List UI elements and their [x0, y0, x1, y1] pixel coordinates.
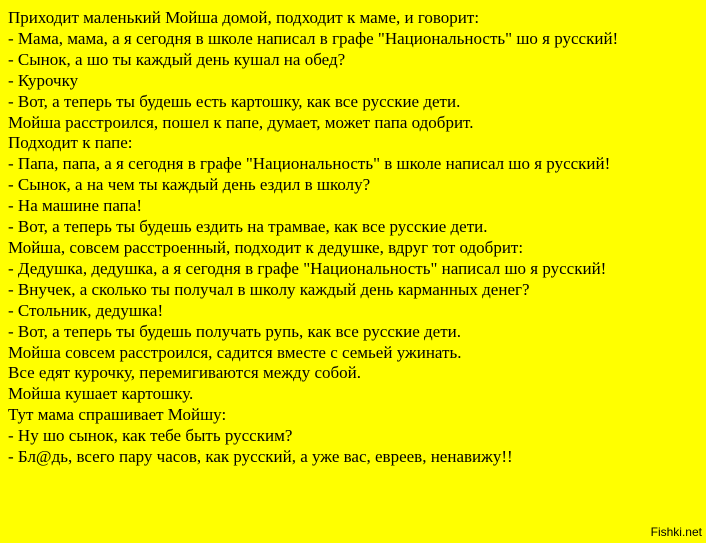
text-line: Приходит маленький Мойша домой, подходит к маме, и говорит:	[8, 8, 480, 27]
text-line: Мойша расстроился, пошел к папе, думает, может папа одобрит.	[8, 112, 474, 132]
text-line: Мойша кушает картошку.	[8, 384, 194, 404]
text-line: - Вот, а теперь ты будешь получать рупь, как все русские дети.	[8, 321, 462, 341]
text-line: - Стольник, дедушка!	[8, 300, 164, 320]
text-line: Все едят курочку, перемигиваются между собой.	[8, 363, 361, 383]
text-line: - Мама, мама, а я сегодня в школе написал в графе "Национальность" шо я русский!	[8, 28, 619, 48]
watermark: Fishki.net	[650, 525, 702, 539]
text-line: Мойша совсем расстроился, садится вместе с семьей ужинать.	[8, 342, 462, 362]
text-line: - Курочку	[8, 70, 79, 90]
text-line: Тут мама спрашивает Мойшу:	[8, 405, 227, 425]
text-line: - Внучек, а сколько ты получал в школу каждый день карманных денег?	[8, 279, 530, 299]
text-line: Мойша, совсем расстроенный, подходит к дедушке, вдруг тот одобрит:	[8, 237, 524, 257]
text-line: - Вот, а теперь ты будешь есть картошку, как все русские дети.	[8, 91, 461, 111]
text-line: - Дедушка, дедушка, а я сегодня в графе "Национальность" написал шо я русский!	[8, 258, 607, 278]
text-line: - Сынок, а на чем ты каждый день ездил в школу?	[8, 175, 371, 195]
text-line: - Сынок, а шо ты каждый день кушал на обед?	[8, 49, 346, 69]
text-line: - Папа, папа, а я сегодня в графе "Национальность" в школе написал шо я русский!	[8, 154, 611, 174]
text-line: - Вот, а теперь ты будешь ездить на трамвае, как все русские дети.	[8, 217, 488, 237]
text-line: - Ну шо сынок, как тебе быть русским?	[8, 426, 293, 446]
joke-text-block	[8, 8, 700, 468]
text-line: - На машине папа!	[8, 196, 142, 216]
text-line: Подходит к папе:	[8, 133, 133, 153]
text-line: - Бл@дь, всего пару часов, как русский, а уже вас, евреев, ненавижу!!	[8, 447, 513, 467]
